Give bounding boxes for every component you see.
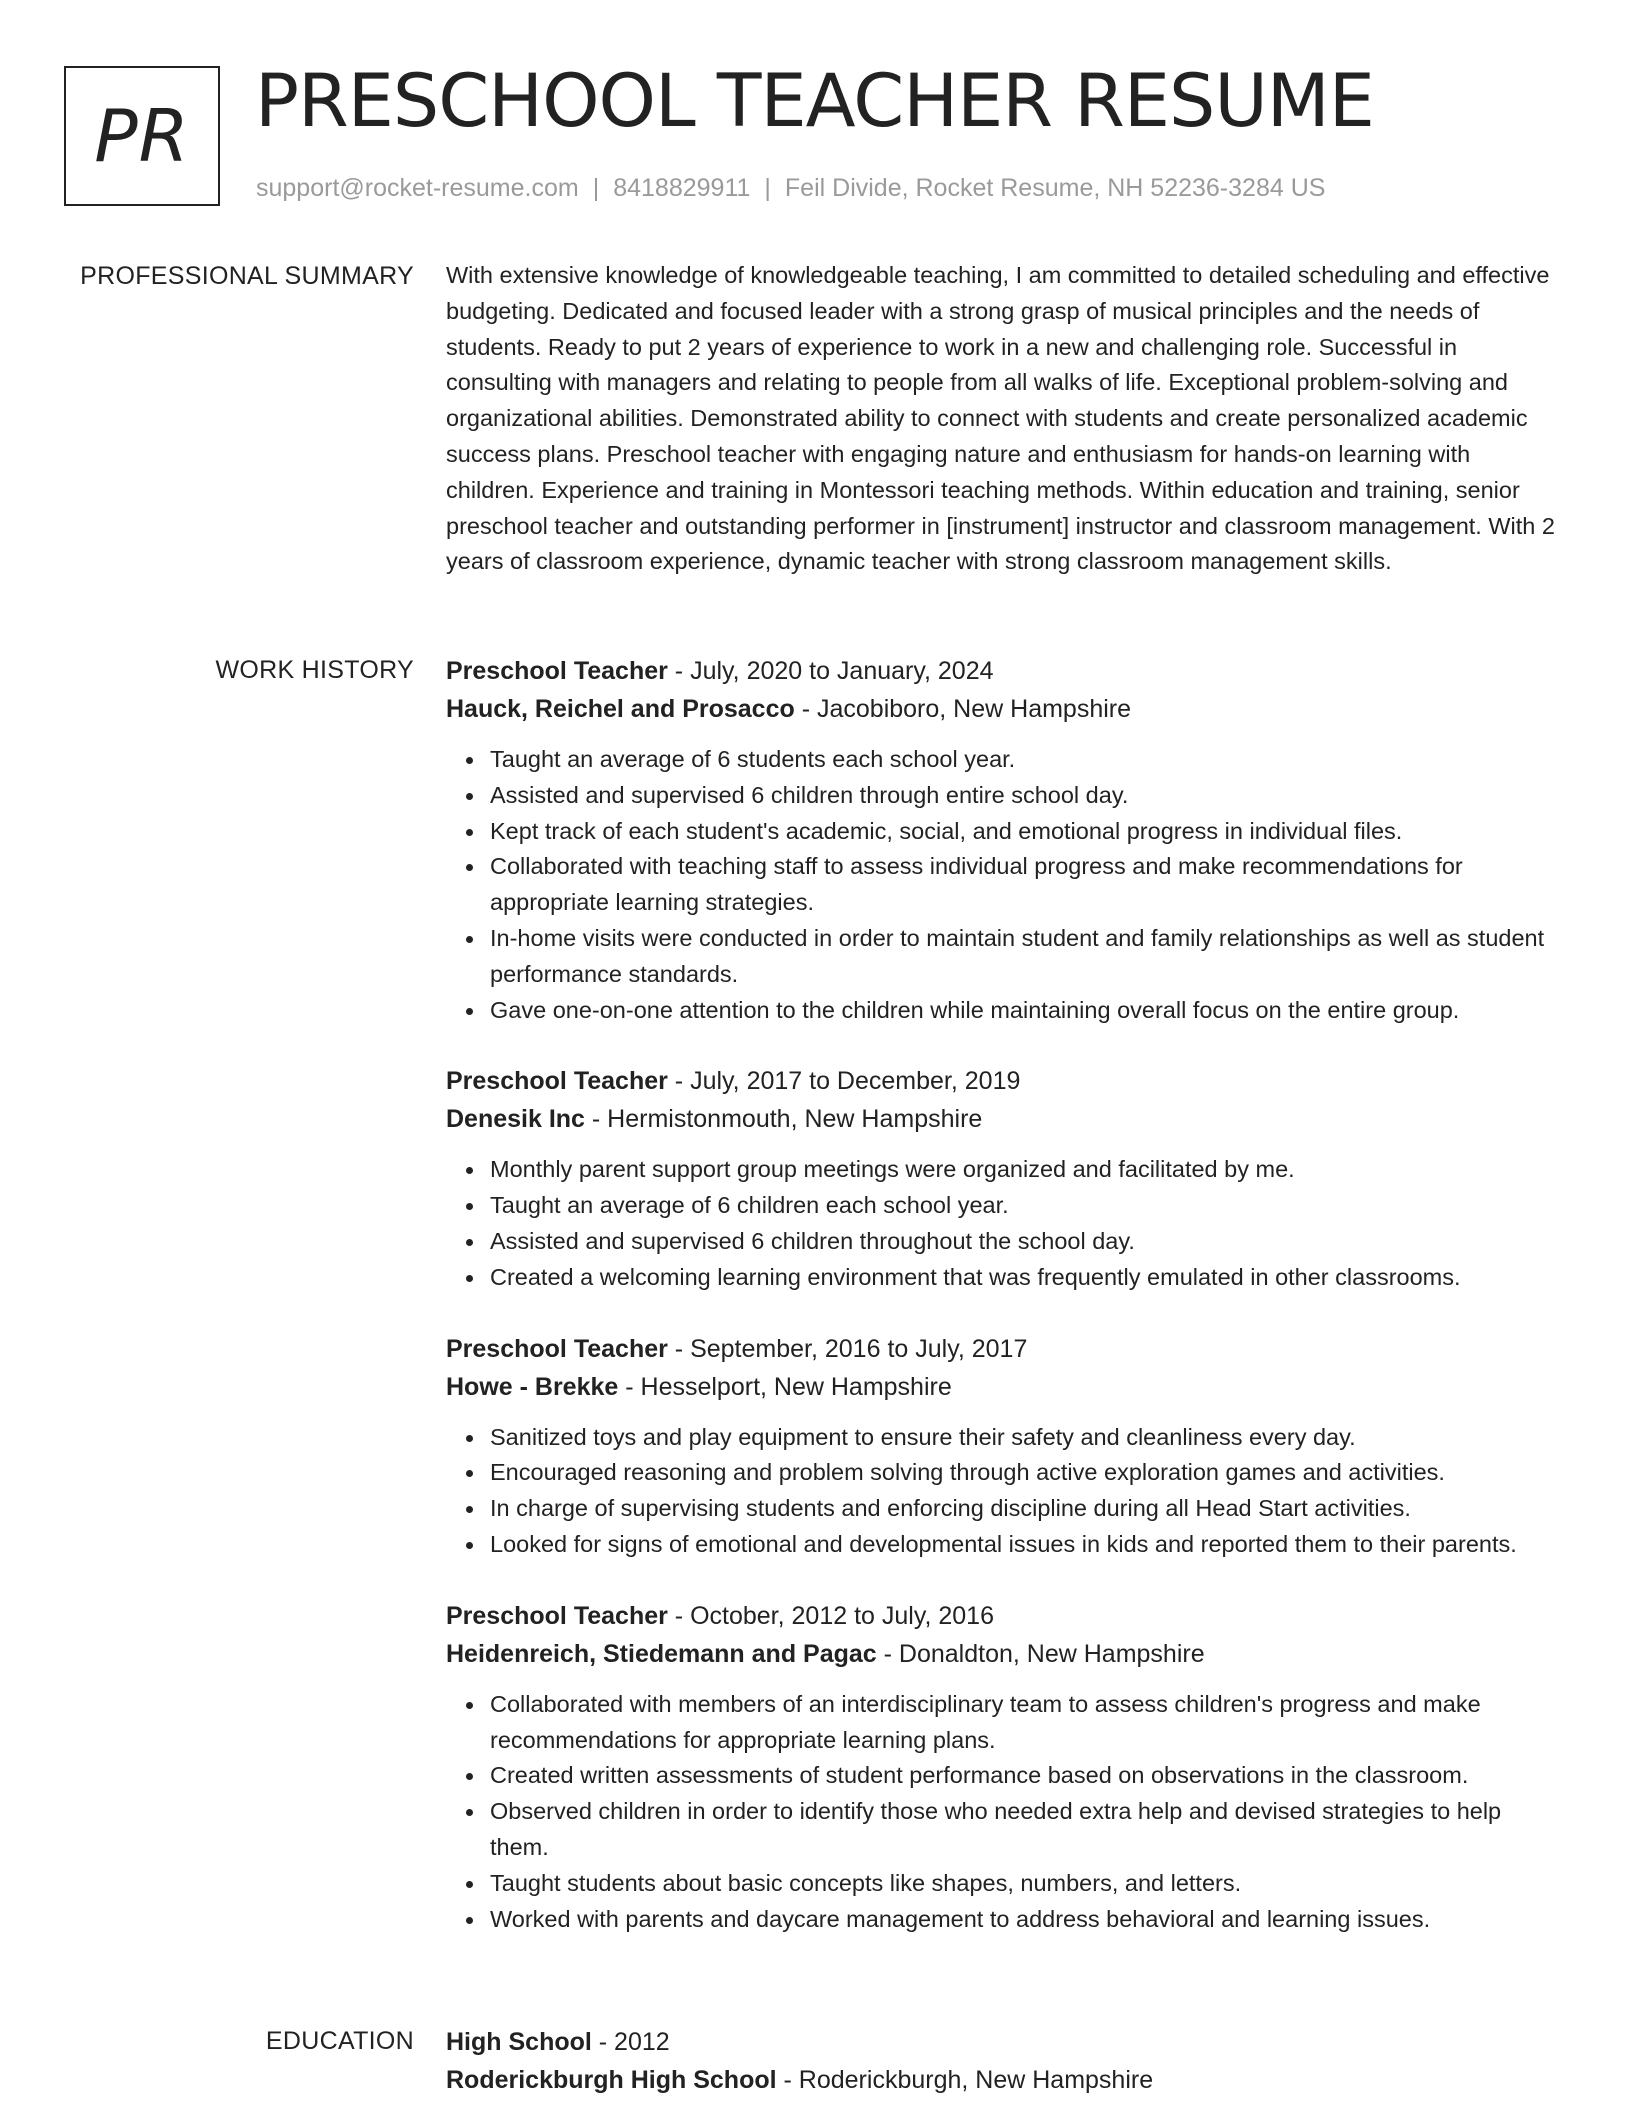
- contact-email[interactable]: support@rocket-resume.com: [256, 174, 579, 202]
- summary-label: PROFESSIONAL SUMMARY: [80, 262, 414, 290]
- job-dates: - July, 2017 to December, 2019: [667, 1067, 1021, 1096]
- job-bullet: Worked with parents and daycare management to address behavioral and learning issues.: [490, 1902, 1556, 1938]
- job-entry: [446, 1597, 1556, 1938]
- job-location: - Jacobiboro, New Hampshire: [794, 695, 1132, 723]
- work-history-body: [446, 652, 1556, 1971]
- job-bullet: Sanitized toys and play equipment to ensure their safety and cleanliness every day.: [490, 1420, 1556, 1456]
- job-bullet: Observed children in order to identify those who needed extra help and devised strategies to help them.: [490, 1794, 1556, 1866]
- education-body: [446, 2023, 1556, 2099]
- work-history-label: WORK HISTORY: [215, 656, 414, 684]
- job-bullet-list: [446, 742, 1556, 1028]
- monogram: PR: [64, 66, 220, 206]
- education-degree: High School: [446, 2028, 592, 2056]
- job-bullet: Gave one-on-one attention to the children while maintaining overall focus on the entire group.: [490, 993, 1556, 1029]
- job-title: Preschool Teacher: [446, 1067, 668, 1096]
- job-title: Preschool Teacher: [446, 657, 668, 685]
- job-bullet: Assisted and supervised 6 children throughout the school day.: [490, 1224, 1556, 1260]
- contact-address: Feil Divide, Rocket Resume, NH 52236-3284 US: [784, 174, 1326, 202]
- job-company: Denesik Inc: [446, 1105, 585, 1134]
- job-location: - Hermistonmouth, New Hampshire: [584, 1105, 983, 1134]
- job-bullet: Kept track of each student's academic, social, and emotional progress in individual files.: [490, 814, 1556, 850]
- job-dates: - October, 2012 to July, 2016: [667, 1601, 994, 1630]
- job-bullet: Assisted and supervised 6 children through entire school day.: [490, 778, 1556, 814]
- job-bullet-list: [446, 1152, 1556, 1295]
- job-bullet: Looked for signs of emotional and developmental issues in kids and reported them to their parents.: [490, 1527, 1556, 1563]
- job-bullet: Taught students about basic concepts like shapes, numbers, and letters.: [490, 1866, 1556, 1902]
- job-location: - Donaldton, New Hampshire: [876, 1639, 1205, 1668]
- education-location: - Roderickburgh, New Hampshire: [776, 2066, 1154, 2094]
- education-degree-line: [446, 2023, 1556, 2061]
- job-company: Heidenreich, Stiedemann and Pagac: [446, 1639, 877, 1668]
- job-title-line: [446, 1597, 1556, 1635]
- job-dates: - September, 2016 to July, 2017: [667, 1334, 1028, 1363]
- job-entry: [446, 1062, 1556, 1295]
- job-bullet: Taught an average of 6 students each school year.: [490, 742, 1556, 778]
- job-title-line: [446, 652, 1556, 690]
- contact-separator: |: [764, 174, 771, 202]
- job-bullet: Taught an average of 6 children each school year.: [490, 1188, 1556, 1224]
- education-year: - 2012: [591, 2028, 670, 2056]
- job-entry: [446, 1330, 1556, 1563]
- contact-line: [256, 174, 1325, 203]
- job-bullet: In charge of supervising students and enforcing discipline during all Head Start activities.: [490, 1491, 1556, 1527]
- job-location: - Hesselport, New Hampshire: [618, 1372, 952, 1401]
- job-bullet: Collaborated with members of an interdisciplinary team to assess children's progress and make recommendations for appropriate learning plans.: [490, 1687, 1556, 1759]
- job-company: Howe - Brekke: [446, 1372, 619, 1401]
- education-school: Roderickburgh High School: [446, 2066, 777, 2094]
- job-bullet: Created written assessments of student performance based on observations in the classroom.: [490, 1758, 1556, 1794]
- job-title-line: [446, 1330, 1556, 1368]
- summary-text: With extensive knowledge of knowledgeable teaching, I am committed to detailed scheduling and effective budgeting. Dedicated and focused leader with a strong grasp of musical principles and the needs of students. Ready to put 2 years of experience to work in a new and challenging role. Successful in consulting with managers and relating to people from all walks of life. Exceptional problem-solving and organizational abilities. Demonstrated ability to connect with students and create personalized academic success plans. Preschool teacher with engaging nature and enthusiasm for hands-on learning with children. Experience and training in Montessori teaching methods. Within education and training, senior preschool teacher and outstanding performer in [instrument] instructor and classroom management. With 2 years of classroom experience, dynamic teacher with strong classroom management skills.: [446, 262, 1555, 575]
- job-entry: [446, 652, 1556, 1028]
- job-bullet-list: [446, 1420, 1556, 1563]
- job-title-line: [446, 1062, 1556, 1100]
- summary-body: [446, 258, 1556, 580]
- page-title: PRESCHOOL TEACHER RESUME: [255, 59, 1374, 144]
- education-school-line: [446, 2061, 1556, 2099]
- job-bullet: Collaborated with teaching staff to assess individual progress and make recommendations for appropriate learning strategies.: [490, 849, 1556, 921]
- job-company-line: [446, 690, 1556, 728]
- job-bullet: Encouraged reasoning and problem solving through active exploration games and activities.: [490, 1455, 1556, 1491]
- job-company: Hauck, Reichel and Prosacco: [446, 695, 795, 723]
- job-bullet: Created a welcoming learning environment that was frequently emulated in other classrooms.: [490, 1260, 1556, 1296]
- job-title: Preschool Teacher: [446, 1334, 668, 1363]
- job-company-line: [446, 1635, 1556, 1673]
- job-dates: - July, 2020 to January, 2024: [667, 657, 994, 685]
- job-bullet: In-home visits were conducted in order to maintain student and family relationships as well as student performance standards.: [490, 921, 1556, 993]
- job-company-line: [446, 1368, 1556, 1406]
- job-company-line: [446, 1100, 1556, 1138]
- education-label: EDUCATION: [265, 2027, 414, 2055]
- contact-separator: |: [592, 174, 600, 202]
- job-title: Preschool Teacher: [446, 1601, 668, 1630]
- job-bullet: Monthly parent support group meetings were organized and facilitated by me.: [490, 1152, 1556, 1188]
- contact-phone[interactable]: 8418829911: [613, 174, 751, 202]
- job-bullet-list: [446, 1687, 1556, 1938]
